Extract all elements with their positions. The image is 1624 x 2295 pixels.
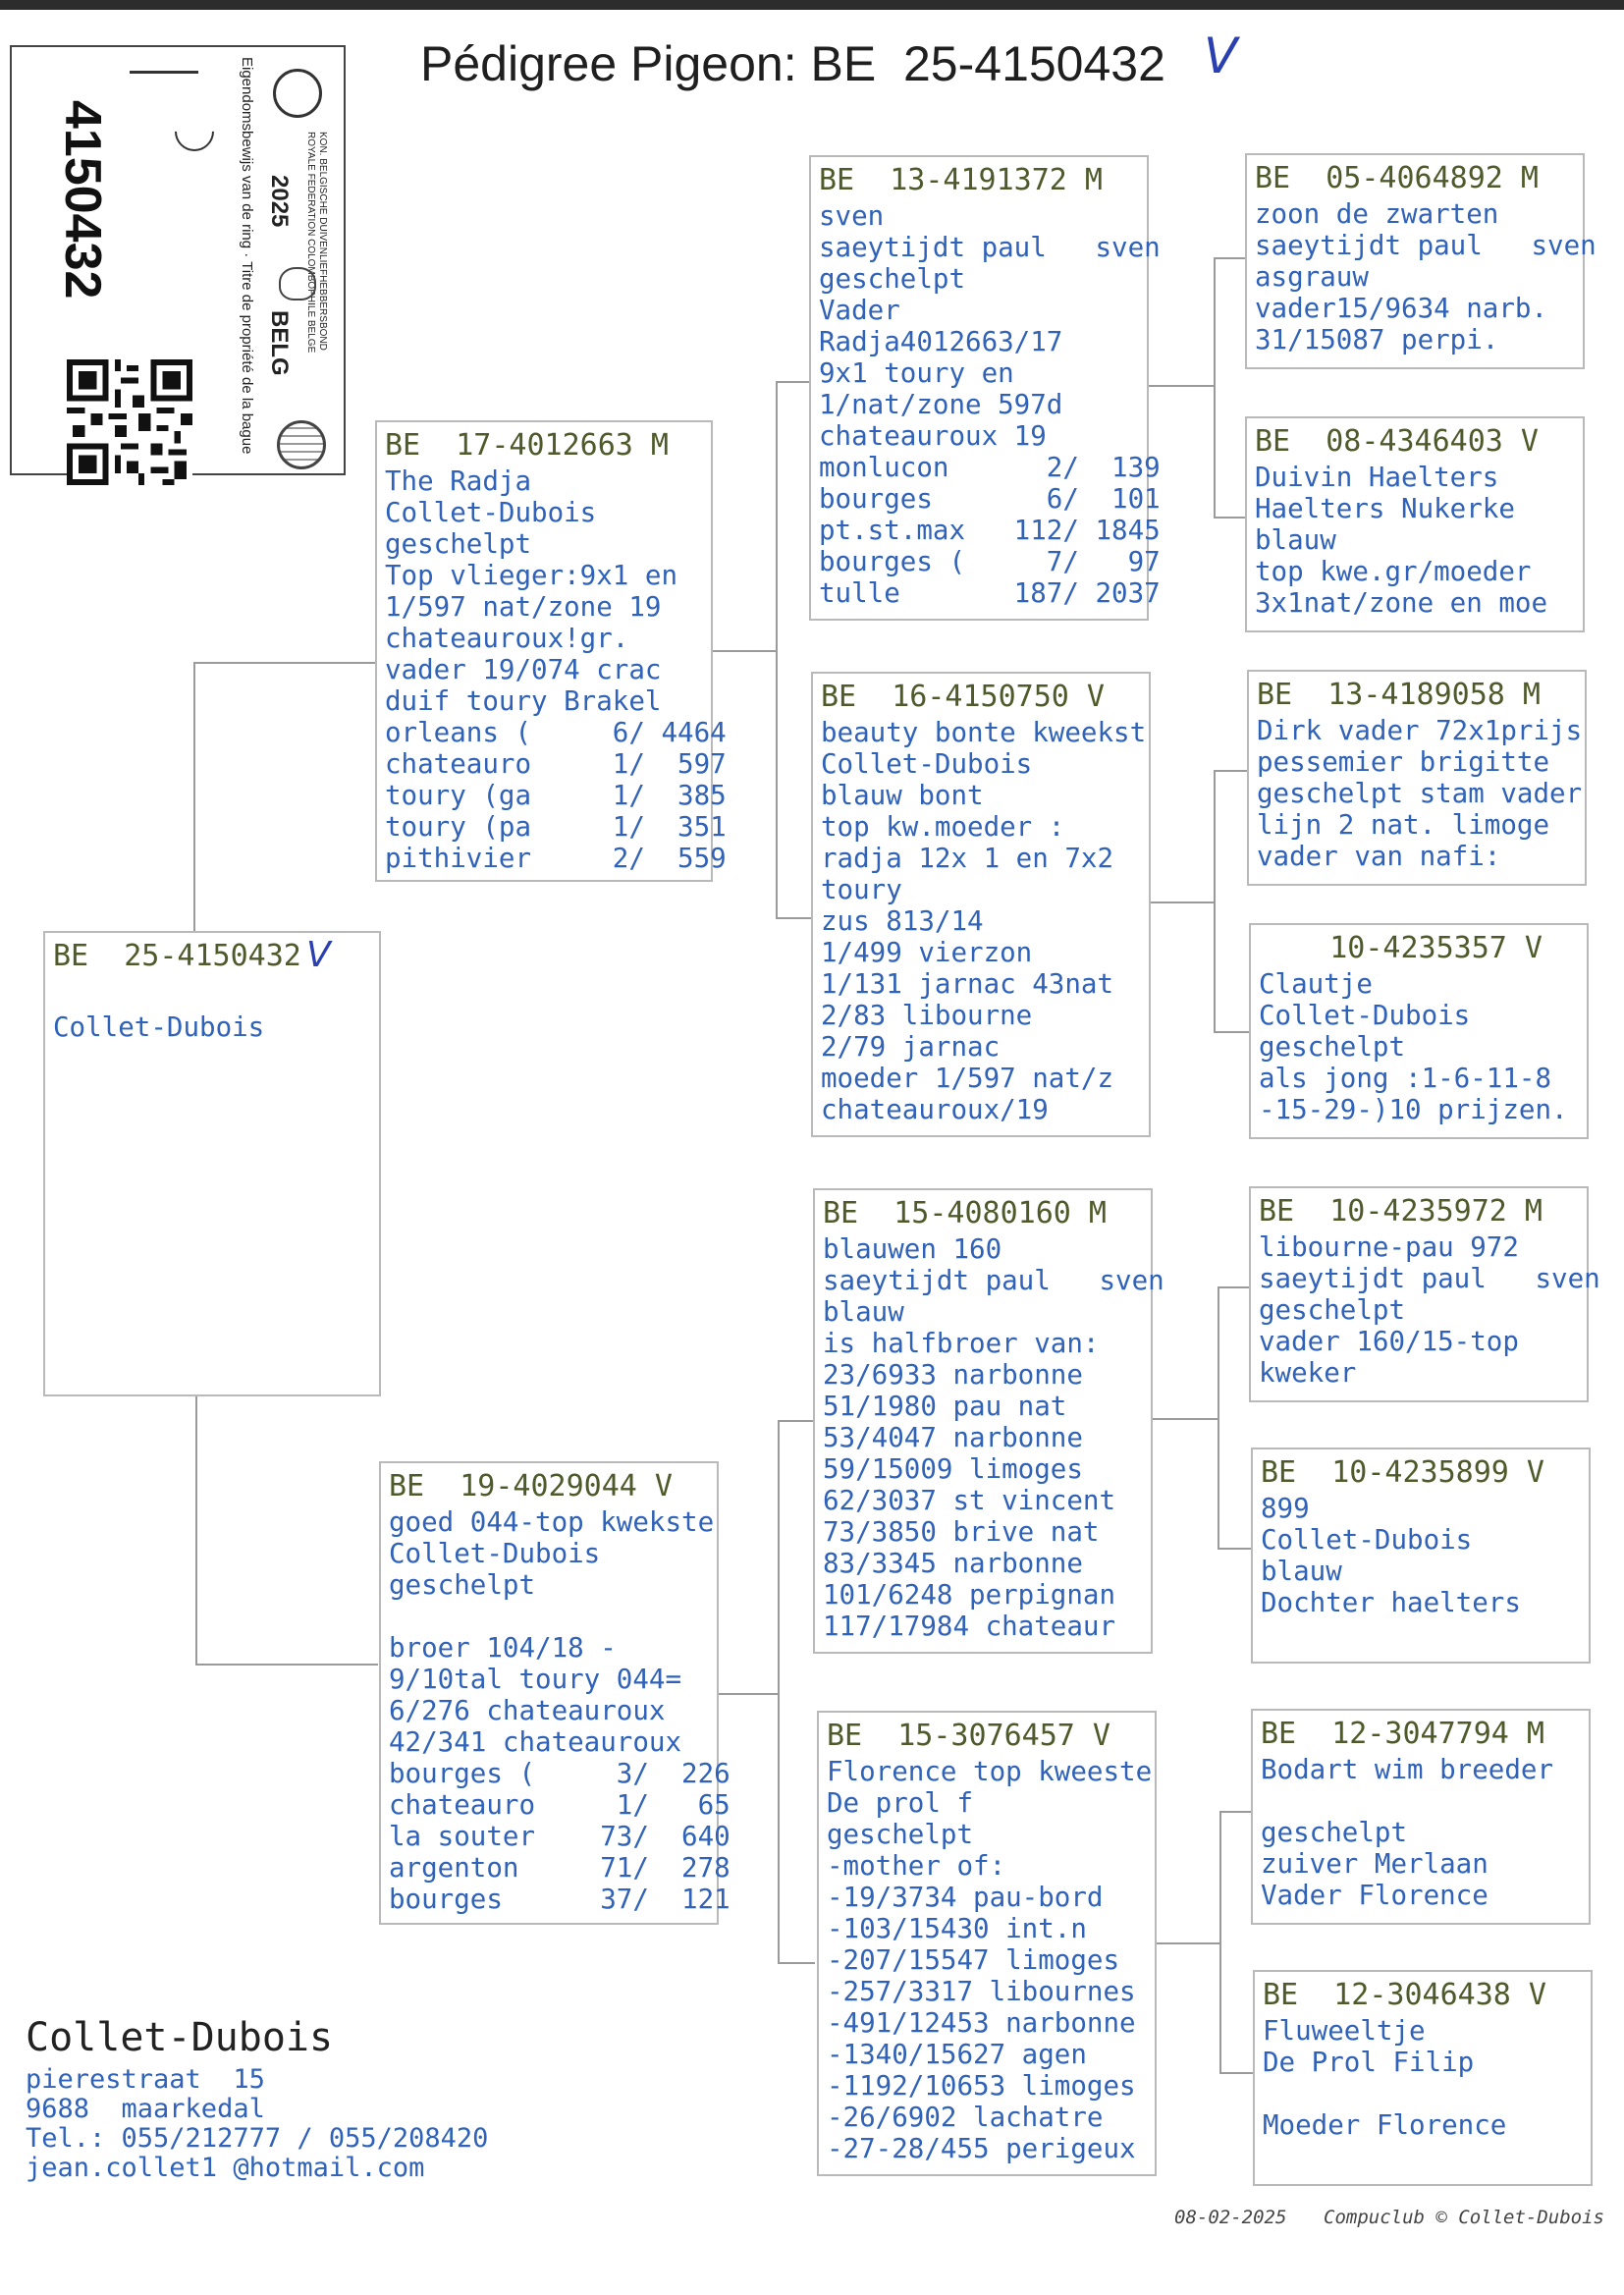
detail-line: -257/3317 libournes — [827, 1976, 1136, 2007]
fm-mother-card — [1249, 923, 1589, 1139]
detail-line: Collet-Dubois — [1259, 1000, 1471, 1031]
detail-line: zus 813/14 — [821, 905, 984, 937]
detail-line: goed 044-top kwekste — [389, 1506, 715, 1538]
mother-details — [389, 1506, 731, 1915]
page-title: Pédigree Pigeon: BE 25-4150432 — [420, 36, 1165, 91]
detail-line: kweker — [1259, 1357, 1357, 1389]
detail-line: 1/597 nat/zone 19 — [385, 591, 662, 623]
ring-federation: KON. BELGISCHE DUIVENLIEFHEBBERSBOND — [317, 132, 328, 351]
ff-father-card — [1245, 153, 1597, 369]
detail-line: -1340/15627 agen — [827, 2039, 1087, 2070]
detail-line: Radja4012663/17 — [819, 326, 1063, 357]
detail-line: top kw.moeder : — [821, 811, 1065, 843]
maternal-grandmother-details — [827, 1756, 1152, 2164]
detail-line: 1/nat/zone 597d — [819, 389, 1063, 420]
paternal-grandfather-card — [809, 155, 1161, 621]
connector — [776, 917, 811, 919]
detail-line: Bodart wim breeder — [1261, 1754, 1554, 1785]
owner-name: Collet-Dubois — [26, 2015, 334, 2060]
detail-line: 1/499 vierzon — [821, 937, 1033, 968]
detail-line: blauwen 160 — [823, 1233, 1002, 1265]
detail-line: -491/12453 narbonne — [827, 2007, 1136, 2039]
mf-mother-card — [1251, 1448, 1591, 1664]
detail-line: beauty bonte kweekst — [821, 717, 1147, 748]
top-scan-edge — [0, 0, 1624, 10]
detail-line — [389, 1601, 731, 1632]
detail-line: -27-28/455 perigeux — [827, 2133, 1136, 2164]
detail-line: pt.st.max 112/ 1845 — [819, 515, 1161, 546]
detail-line: chateauroux 19 — [819, 420, 1047, 452]
detail-line: chateauroux/19 — [821, 1094, 1049, 1125]
mm-father-card — [1251, 1709, 1591, 1925]
detail-line: vader van nafi: — [1257, 841, 1501, 872]
detail-line: blauw — [1255, 524, 1336, 556]
detail-line: 101/6248 perpignan — [823, 1579, 1116, 1611]
detail-line: 117/17984 chateaur — [823, 1611, 1116, 1642]
detail-line: als jong :1-6-11-8 — [1259, 1063, 1552, 1094]
detail-line: De Prol Filip — [1263, 2047, 1475, 2078]
mother-ring-id: BE 19-4029044 V — [389, 1469, 673, 1503]
mother-card — [379, 1461, 731, 1925]
maternal-grandfather-ring-id: BE 15-4080160 M — [823, 1196, 1107, 1230]
detail-line: Collet-Dubois — [1261, 1524, 1473, 1556]
detail-line: 899 — [1261, 1493, 1310, 1524]
detail-line: 2/79 jarnac — [821, 1031, 1001, 1063]
detail-line: bourges ( 3/ 226 — [389, 1758, 731, 1789]
connector — [193, 662, 195, 933]
subject-details — [53, 1011, 264, 1043]
detail-line: Collet-Dubois — [821, 748, 1033, 780]
detail-line: geschelpt — [827, 1819, 974, 1850]
ring-country: BELG — [266, 310, 293, 376]
software-credit: Compuclub © Collet-Dubois — [1324, 2207, 1604, 2228]
detail-line: vader15/9634 narb. — [1255, 293, 1548, 324]
detail-line: 53/4047 narbonne — [823, 1422, 1083, 1453]
detail-line: 31/15087 perpi. — [1255, 324, 1499, 355]
mf-mother-ring-id: BE 10-4235899 V — [1261, 1455, 1544, 1490]
connector — [195, 1396, 197, 1666]
detail-line: -103/15430 int.n — [827, 1913, 1087, 1944]
ring-year: 2025 — [266, 175, 293, 228]
qr-code-icon — [67, 359, 192, 485]
mm-father-ring-id: BE 12-3047794 M — [1261, 1717, 1544, 1751]
detail-line: geschelpt — [1261, 1817, 1408, 1848]
fm-father-details — [1257, 715, 1582, 872]
connector — [1214, 257, 1245, 259]
detail-line: 2/83 libourne — [821, 1000, 1033, 1031]
detail-line: geschelpt — [389, 1569, 536, 1601]
detail-line: Collet-Dubois — [53, 1011, 265, 1043]
detail-line: pithivier 2/ 559 — [385, 843, 727, 874]
detail-line: -1192/10653 limoges — [827, 2070, 1136, 2102]
globe-emblem-icon — [277, 420, 326, 469]
owner-street: pierestraat 15 — [26, 2064, 265, 2095]
connector — [1214, 517, 1245, 519]
detail-line: toury — [821, 874, 902, 905]
connector — [1219, 2072, 1257, 2074]
connector — [1214, 770, 1247, 772]
connector — [776, 381, 778, 919]
connector — [1157, 1942, 1219, 1944]
connector — [1219, 1811, 1255, 1813]
detail-line: The Radja — [385, 465, 532, 497]
detail-line: Florence top kweeste — [827, 1756, 1153, 1787]
detail-line: 51/1980 pau nat — [823, 1391, 1067, 1422]
detail-line: asgrauw — [1255, 261, 1369, 293]
father-ring-id: BE 17-4012663 M — [385, 428, 669, 463]
owner-city: 9688 maarkedal — [26, 2094, 265, 2124]
detail-line: Fluweeltje — [1263, 2015, 1426, 2047]
detail-line: top kwe.gr/moeder — [1255, 556, 1532, 587]
mf-father-ring-id: BE 10-4235972 M — [1259, 1194, 1543, 1229]
ff-father-ring-id: BE 05-4064892 M — [1255, 161, 1539, 195]
subject-ring-id: BE 25-4150432 — [53, 939, 301, 973]
connector — [778, 1420, 780, 1964]
maternal-grandfather-card — [813, 1188, 1164, 1654]
detail-line: Collet-Dubois — [389, 1538, 601, 1569]
paternal-grandmother-ring-id: BE 16-4150750 V — [821, 680, 1105, 714]
fm-mother-details — [1259, 968, 1568, 1125]
pigeon-emblem-icon — [279, 267, 316, 301]
detail-line: broer 104/18 - — [389, 1632, 617, 1664]
connector — [1218, 1286, 1219, 1550]
paternal-grandfather-details — [819, 200, 1161, 609]
detail-line: blauw — [1261, 1556, 1342, 1587]
detail-line: geschelpt — [1259, 1031, 1406, 1063]
detail-line: saeytijdt paul sven — [1259, 1263, 1600, 1294]
ring-ownership-text: Eigendomsbewijs van de ring · Titre de propriété de la bague — [239, 57, 255, 455]
detail-line: duif toury Brakel — [385, 685, 662, 717]
subject-check-mark: V — [306, 935, 331, 975]
detail-line: bourges ( 7/ 97 — [819, 546, 1161, 577]
detail-line: libourne-pau 972 — [1259, 1231, 1519, 1263]
detail-line: zuiver Merlaan — [1261, 1848, 1489, 1880]
detail-line: geschelpt — [385, 528, 532, 560]
detail-line: 6/276 chateauroux — [389, 1695, 666, 1726]
detail-line: Collet-Dubois — [385, 497, 597, 528]
print-date: 08-02-2025 — [1174, 2207, 1287, 2228]
detail-line: la souter 73/ 640 — [389, 1821, 731, 1852]
detail-line: Dochter haelters — [1261, 1587, 1521, 1618]
detail-line: 1/131 jarnac 43nat — [821, 968, 1114, 1000]
detail-line: Haelters Nukerke — [1255, 493, 1515, 524]
detail-line: 3x1nat/zone en moe — [1255, 587, 1548, 619]
ff-mother-details — [1255, 462, 1547, 619]
maternal-grandmother-card — [817, 1711, 1157, 2176]
detail-line: Top vlieger:9x1 en — [385, 560, 678, 591]
ring-tab — [130, 71, 198, 74]
father-details — [385, 465, 727, 874]
father-card — [375, 420, 727, 882]
mf-mother-details — [1261, 1493, 1521, 1618]
connector — [776, 381, 809, 383]
fm-mother-ring-id: 10-4235357 V — [1259, 931, 1543, 965]
detail-line: geschelpt — [1259, 1294, 1406, 1326]
detail-line: zoon de zwarten — [1255, 198, 1499, 230]
mm-father-details — [1261, 1754, 1553, 1911]
detail-line: chateauro 1/ 597 — [385, 748, 727, 780]
owner-email[interactable]: jean.collet1 @hotmail.com — [26, 2153, 425, 2183]
detail-line: 9x1 toury en — [819, 357, 1014, 389]
detail-line: 62/3037 st vincent — [823, 1485, 1116, 1516]
subject-card — [43, 931, 381, 1396]
paternal-grandmother-details — [821, 717, 1146, 1125]
connector — [1214, 257, 1216, 519]
detail-line: lijn 2 nat. limoge — [1257, 809, 1550, 841]
detail-line: 42/341 chateauroux — [389, 1726, 682, 1758]
mf-father-details — [1259, 1231, 1600, 1389]
connector — [195, 1664, 378, 1666]
federation-logo-icon — [273, 69, 322, 118]
ring-card — [10, 45, 346, 475]
maternal-grandfather-details — [823, 1233, 1164, 1642]
detail-line: bourges 6/ 101 — [819, 483, 1161, 515]
detail-line: 73/3850 brive nat — [823, 1516, 1100, 1548]
connector — [1219, 1811, 1221, 2074]
ff-mother-ring-id: BE 08-4346403 V — [1255, 424, 1539, 459]
detail-line — [1263, 2078, 1506, 2109]
mm-mother-ring-id: BE 12-3046438 V — [1263, 1978, 1546, 2012]
ff-father-details — [1255, 198, 1597, 355]
owner-phone: Tel.: 055/212777 / 055/208420 — [26, 2123, 489, 2154]
paternal-grandmother-card — [811, 672, 1151, 1137]
detail-line: chateauroux!gr. — [385, 623, 629, 654]
detail-line: orleans ( 6/ 4464 — [385, 717, 727, 748]
connector — [1218, 1286, 1251, 1288]
detail-line: pessemier brigitte — [1257, 746, 1550, 778]
detail-line: -mother of: — [827, 1850, 1006, 1882]
detail-line: blauw — [823, 1296, 904, 1328]
detail-line: monlucon 2/ 139 — [819, 452, 1161, 483]
check-mark: V — [1204, 27, 1238, 84]
ring-federation-fr: ROYALE FEDERATION COLOMBOPHILE BELGE — [305, 132, 316, 354]
detail-line: 83/3345 narbonne — [823, 1548, 1083, 1579]
detail-line: radja 12x 1 en 7x2 — [821, 843, 1114, 874]
detail-line: vader 19/074 crac — [385, 654, 662, 685]
connector — [193, 662, 376, 664]
connector — [778, 1962, 815, 1964]
detail-line: is halfbroer van: — [823, 1328, 1100, 1359]
detail-line: geschelpt — [819, 263, 966, 295]
connector — [778, 1420, 813, 1422]
connector — [1214, 770, 1216, 1033]
detail-line: toury (ga 1/ 385 — [385, 780, 727, 811]
detail-line: saeytijdt paul sven — [819, 232, 1161, 263]
fm-father-ring-id: BE 13-4189058 M — [1257, 678, 1541, 712]
detail-line: chateauro 1/ 65 — [389, 1789, 731, 1821]
detail-line: -26/6902 lachatre — [827, 2102, 1104, 2133]
ring-number: 4150432 — [54, 100, 111, 300]
connector — [1214, 1031, 1249, 1033]
detail-line: blauw bont — [821, 780, 984, 811]
detail-line: 23/6933 narbonne — [823, 1359, 1083, 1391]
detail-line: moeder 1/597 nat/z — [821, 1063, 1114, 1094]
connector — [1149, 902, 1214, 903]
detail-line: -15-29-)10 prijzen. — [1259, 1094, 1568, 1125]
detail-line: geschelpt stam vader — [1257, 778, 1583, 809]
mm-mother-card — [1253, 1970, 1593, 2186]
connector — [1218, 1548, 1251, 1550]
detail-line: tulle 187/ 2037 — [819, 577, 1161, 609]
detail-line: De prol f — [827, 1787, 974, 1819]
detail-line: Vader Florence — [1261, 1880, 1489, 1911]
detail-line: 9/10tal toury 044= — [389, 1664, 682, 1695]
mf-father-card — [1249, 1186, 1600, 1402]
detail-line: Clautje — [1259, 968, 1373, 1000]
detail-line: sven — [819, 200, 885, 232]
detail-line: saeytijdt paul sven — [1255, 230, 1597, 261]
detail-line: saeytijdt paul sven — [823, 1265, 1164, 1296]
paternal-grandfather-ring-id: BE 13-4191372 M — [819, 163, 1103, 197]
detail-line: argenton 71/ 278 — [389, 1852, 731, 1884]
ff-mother-card — [1245, 416, 1585, 632]
detail-line: 59/15009 limoges — [823, 1453, 1083, 1485]
detail-line: -19/3734 pau-bord — [827, 1882, 1104, 1913]
maternal-grandmother-ring-id: BE 15-3076457 V — [827, 1719, 1110, 1753]
detail-line: -207/15547 limoges — [827, 1944, 1120, 1976]
detail-line: Vader — [819, 295, 900, 326]
detail-line — [1261, 1785, 1553, 1817]
ring-hook-icon — [167, 104, 223, 160]
detail-line: bourges 37/ 121 — [389, 1884, 731, 1915]
detail-line: vader 160/15-top — [1259, 1326, 1519, 1357]
detail-line: Moeder Florence — [1263, 2109, 1507, 2141]
fm-father-card — [1247, 670, 1587, 886]
detail-line: toury (pa 1/ 351 — [385, 811, 727, 843]
detail-line: Dirk vader 72x1prijs — [1257, 715, 1583, 746]
mm-mother-details — [1263, 2015, 1506, 2141]
detail-line: Duivin Haelters — [1255, 462, 1499, 493]
